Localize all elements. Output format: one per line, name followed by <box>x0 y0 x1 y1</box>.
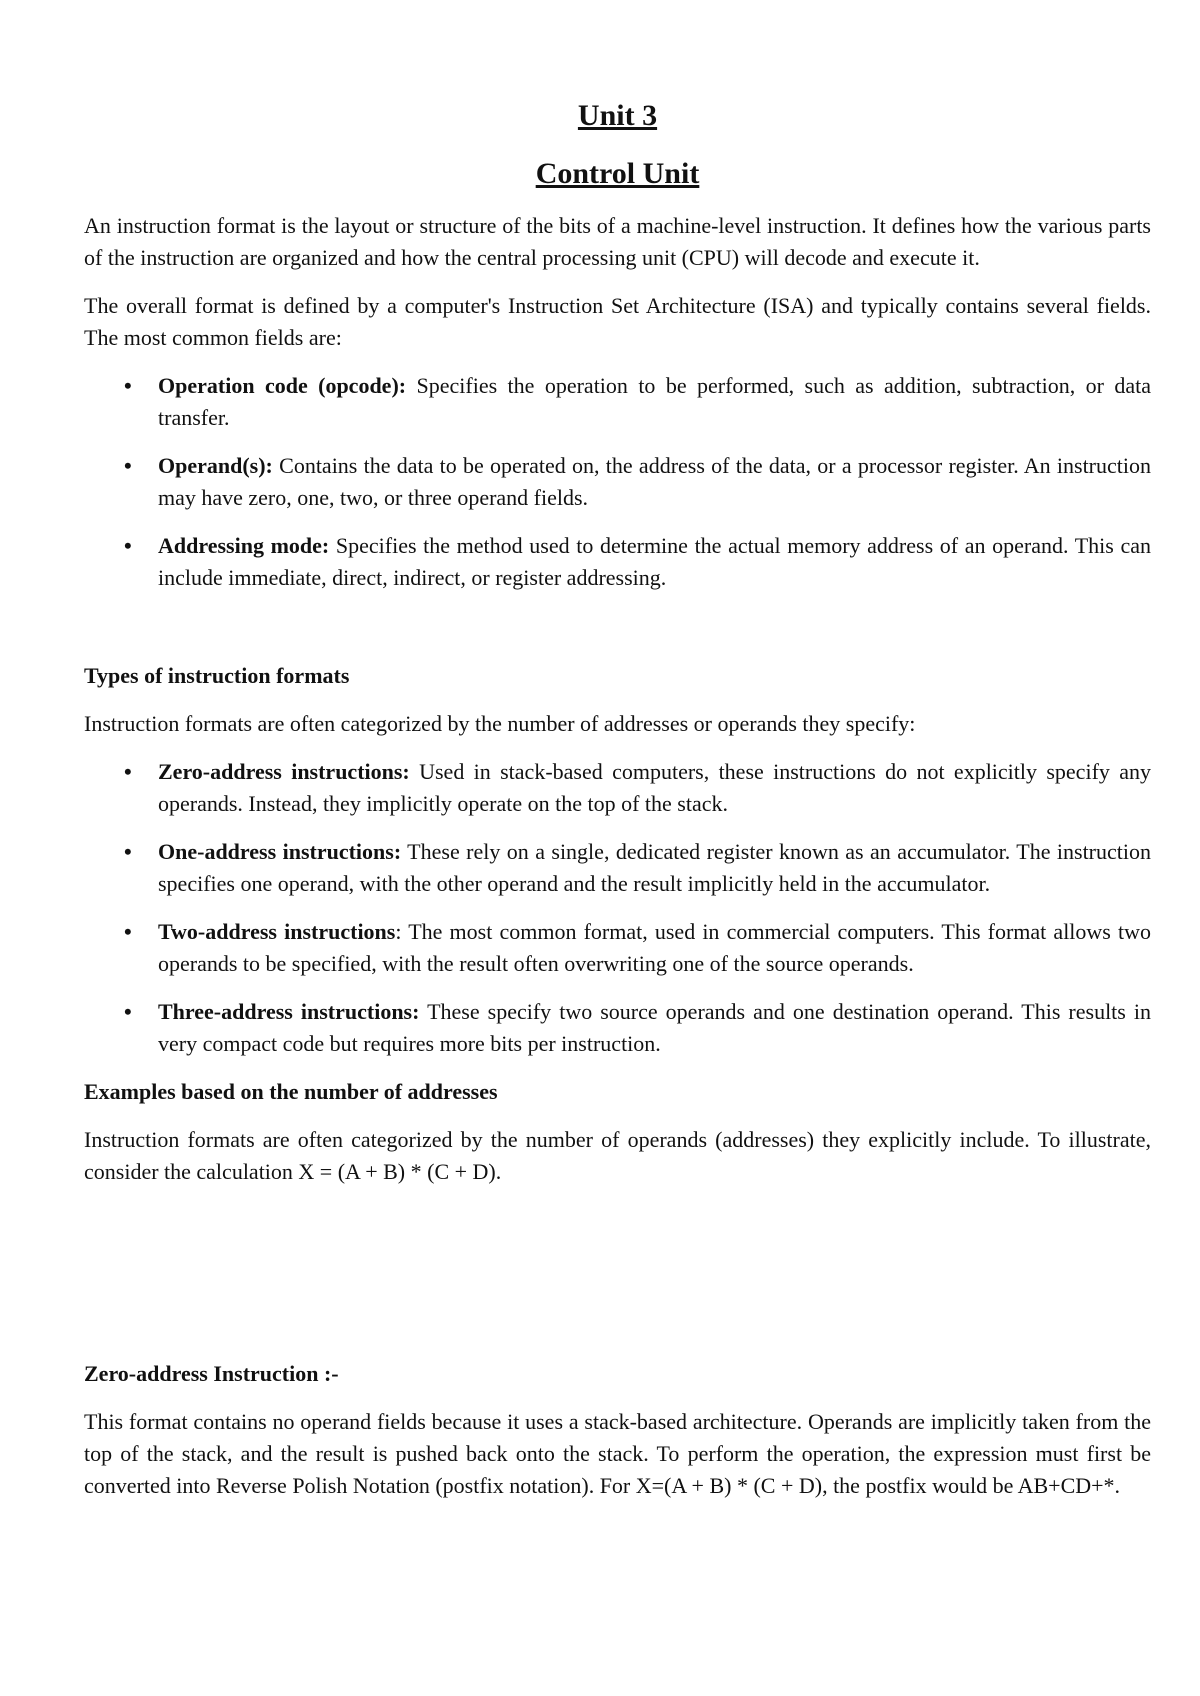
fields-list <box>84 370 1151 594</box>
type-term: One-address instructions: <box>158 839 402 864</box>
zero-address-paragraph: This format contains no operand fields because it uses a stack-based architecture. Operands are implicitly taken from the top of the stack, and the result is pushed back onto the stack. To perform the operation, the expression must first be converted into Reverse Polish Notation (postfix notation). For X=(A + B) * (C + D), the postfix would be AB+CD+*. <box>84 1409 1151 1498</box>
bullet-icon: • <box>124 533 132 558</box>
list-item <box>84 370 1151 434</box>
field-term: Operation code (opcode): <box>158 373 407 398</box>
list-item <box>84 996 1151 1060</box>
spacer <box>84 610 1151 660</box>
field-term: Addressing mode: <box>158 533 330 558</box>
field-description: Specifies the operation to be performed, such as addition, subtraction, or data transfer. <box>158 373 1152 430</box>
type-description: These specify two source operands and one destination operand. This results in very compact code but requires more bits per instruction. <box>158 999 1151 1056</box>
type-term: Three-address instructions: <box>158 999 420 1024</box>
list-item <box>84 916 1151 980</box>
bullet-icon: • <box>124 999 132 1024</box>
field-description: Specifies the method used to determine the actual memory address of an operand. This can include immediate, direct, indirect, or register addressing. <box>158 533 1151 590</box>
list-item <box>84 530 1151 594</box>
intro-paragraph-2: The overall format is defined by a computer's Instruction Set Architecture (ISA) and typically contains several fields. The most common fields are: <box>84 293 1151 350</box>
type-term: Two-address instructions <box>158 919 396 944</box>
field-description: Contains the data to be operated on, the address of the data, or a processor register. An instruction may have zero, one, two, or three operand fields. <box>158 453 1151 510</box>
examples-heading: Examples based on the number of addresses <box>84 1079 498 1104</box>
section-title: Control Unit <box>535 157 700 190</box>
types-list <box>84 756 1151 1060</box>
type-description: : The most common format, used in commercial computers. This format allows two operands to be specified, with the result often overwriting one of the source operands. <box>158 919 1152 976</box>
type-term: Zero-address instructions: <box>158 759 410 784</box>
bullet-icon: • <box>124 373 132 398</box>
list-item <box>84 836 1151 900</box>
intro-paragraph-1: An instruction format is the layout or structure of the bits of a machine-level instruction. It defines how the various parts of the instruction are organized and how the central processing unit (CPU) will decode and execute it. <box>84 213 1151 270</box>
bullet-icon: • <box>124 759 132 784</box>
bullet-icon: • <box>124 919 132 944</box>
list-item <box>84 450 1151 514</box>
field-term: Operand(s): <box>158 453 273 478</box>
type-description: Used in stack-based computers, these instructions do not explicitly specify any operands. Instead, they implicitly operate on the top of the stack. <box>158 759 1151 816</box>
types-intro: Instruction formats are often categorized by the number of addresses or operands they specify: <box>84 711 916 736</box>
spacer <box>84 1204 1151 1358</box>
types-heading: Types of instruction formats <box>84 663 350 688</box>
bullet-icon: • <box>124 839 132 864</box>
zero-address-heading: Zero-address Instruction :- <box>84 1361 339 1386</box>
type-description: These rely on a single, dedicated register known as an accumulator. The instruction specifies one operand, with the other operand and the result implicitly held in the accumulator. <box>158 839 1151 896</box>
examples-paragraph: Instruction formats are often categorized by the number of operands (addresses) they explicitly include. To illustrate, consider the calculation X = (A + B) * (C + D). <box>84 1127 1151 1184</box>
bullet-icon: • <box>124 453 132 478</box>
list-item <box>84 756 1151 820</box>
unit-title: Unit 3 <box>577 99 658 132</box>
